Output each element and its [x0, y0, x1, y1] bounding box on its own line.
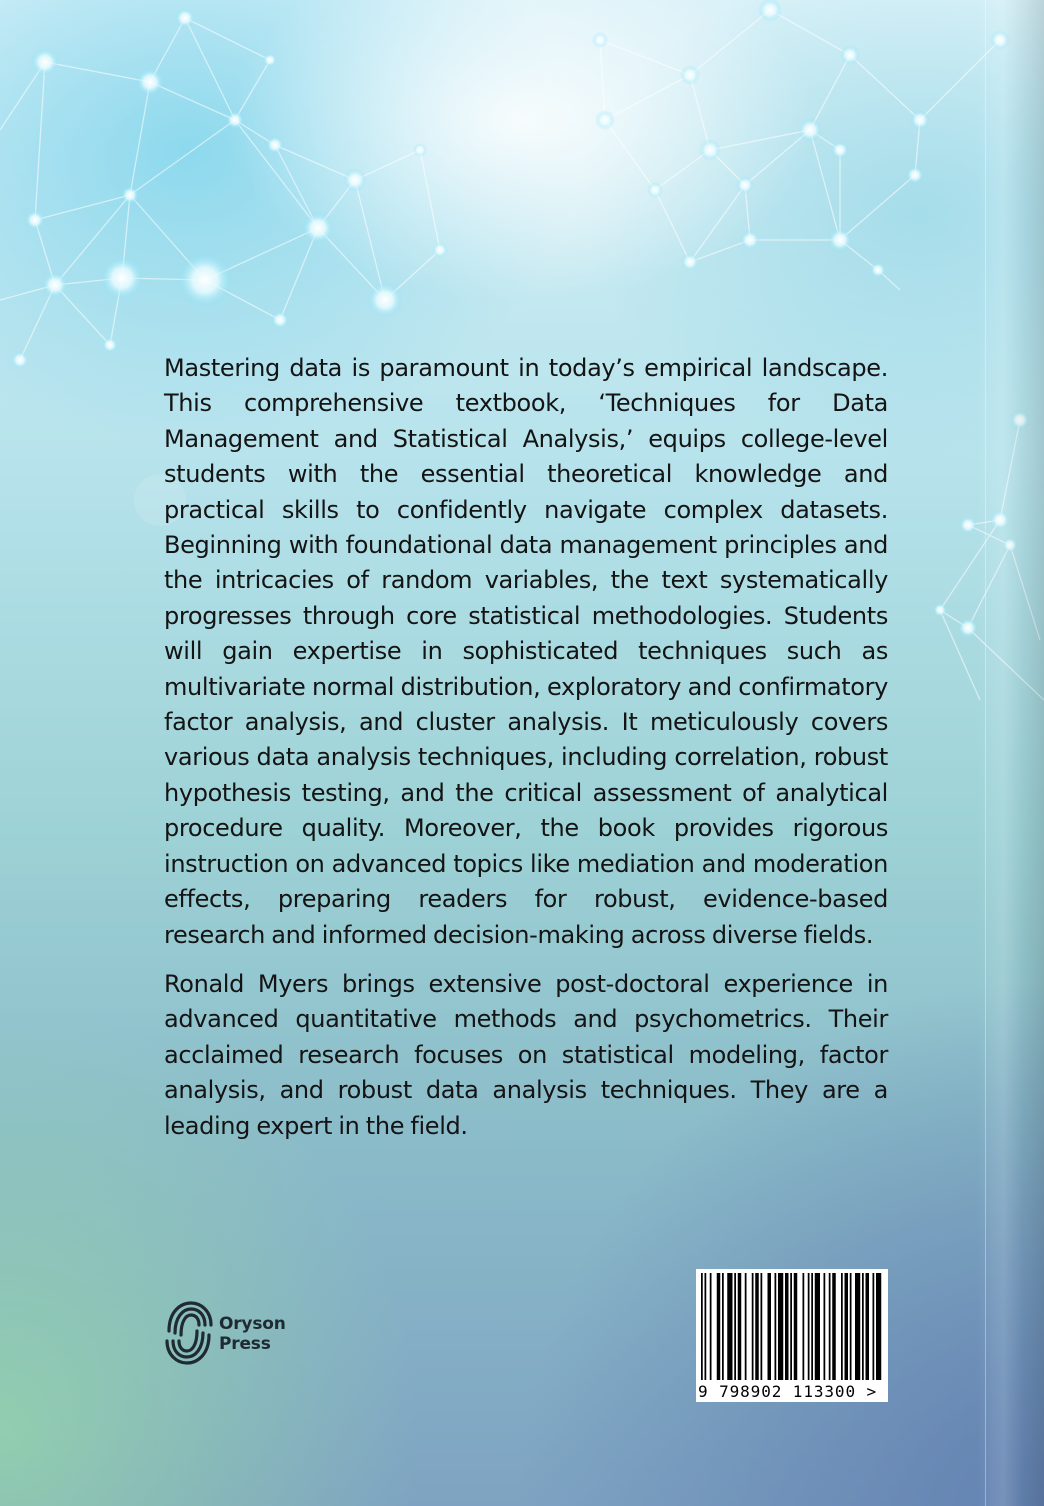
spine-shadow: [976, 0, 1044, 1506]
publisher-name-line1: Oryson: [219, 1314, 286, 1334]
publisher-name-line2: Press: [219, 1334, 271, 1354]
author-bio: Ronald Myers brings extensive post-doctoral experience in advanced quantitative methods and psychometrics. Their acclaimed research focuses on statistical modeling, factor analysis, and robust data analysis techniques. They are a leading expert in the field.: [164, 970, 888, 1140]
book-description: Mastering data is paramount in today’s empirical landscape. This comprehensive textbook, ‘Techniques for Data Management and Statistical Analysis,’ equips college-level students with the essential theoretical knowledge and practical skills to confidently navigate complex datasets. Beginning with foundational data management principles and the intricacies of random variables, the text systematically progresses through core statistical methodologies. Students will gain expertise in sophisticated techniques such as multivariate normal distribution, exploratory and confirmatory factor analysis, and cluster analysis. It meticulously covers various data analysis techniques, including correlation, robust hypothesis testing, and the critical assessment of analytical procedure quality. Moreover, the book provides rigorous instruction on advanced topics like mediation and moderation effects, preparing readers for robust, evidence-based research and informed decision-making across diverse fields.: [164, 354, 888, 949]
isbn-barcode: [696, 1269, 888, 1402]
publisher-name: [219, 1314, 286, 1354]
barcode-digits: 9 798902 113300 >: [698, 1382, 878, 1401]
publisher-logo-icon: [161, 1297, 217, 1369]
publisher-logo: [161, 1297, 301, 1369]
barcode-icon: [696, 1269, 888, 1382]
